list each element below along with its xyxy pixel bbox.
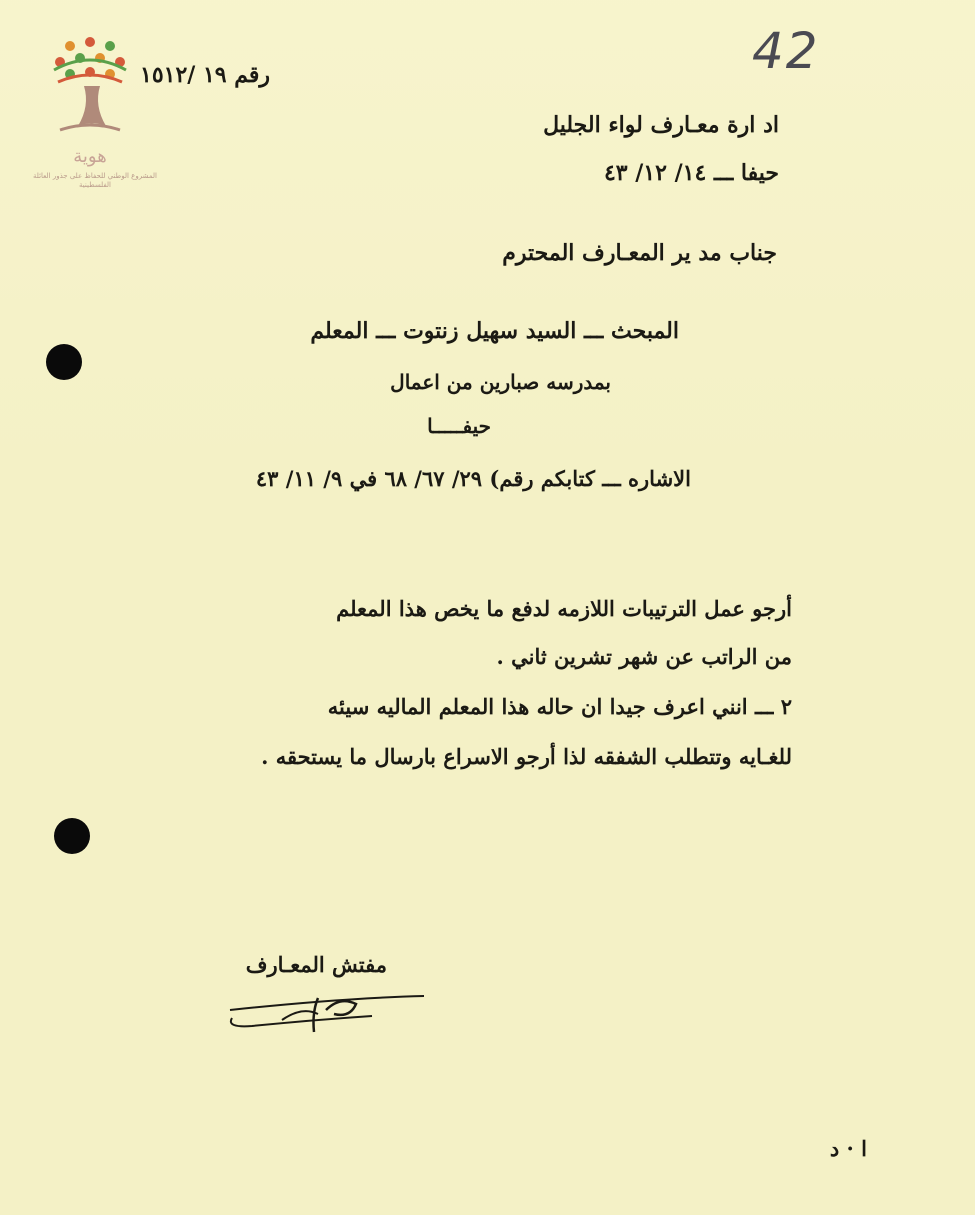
subject-line-1: المبحث ـــ السيد سهيل زنتوت ـــ المعلم [310, 318, 679, 344]
handwritten-signature [222, 980, 432, 1050]
reference-number: رقم ١٩ /١٥١٢ [140, 62, 271, 88]
punch-hole [54, 818, 90, 854]
department-heading: اد ارة معـارف لواء الجليل [543, 112, 779, 138]
signature-title: مفتش المعـارف [245, 952, 387, 977]
people-icon [54, 37, 126, 82]
logo-caption: المشروع الوطني للحفاظ على جذور العائلة الفلسطينية [33, 172, 157, 189]
reference-line: الاشاره ـــ كتابكم رقم) ٢٩/ ٦٧/ ٦٨ في ٩/ ١١/ ٤٣ [255, 466, 691, 491]
body-line: للغـايه وتتطلب الشفقه لذا أرجو الاسراع بارسال ما يستحقه . [261, 744, 792, 769]
punch-hole [46, 344, 82, 380]
svg-text:هوية: هوية [73, 146, 107, 167]
body-line: من الراتب عن شهر تشرين ثاني . [496, 644, 792, 669]
footer-code: ا · د [829, 1136, 867, 1161]
body-line: ٢ ـــ انني اعرف جيدا ان حاله هذا المعلم الماليه سيئه [327, 694, 792, 719]
subject-line-2: بمدرسه صبارين من اعمال [390, 370, 611, 394]
addressee: جناب مد ير المعـارف المحترم [502, 240, 777, 266]
place-date: حيفا ـــ ١٤/ ١٢/ ٤٣ [603, 160, 779, 186]
subject-line-3: حيفـــــا [427, 414, 491, 438]
handwritten-page-number: 42 [752, 22, 820, 80]
body-line: أرجو عمل الترتيبات اللازمه لدفع ما يخص هذا المعلم [336, 596, 792, 621]
